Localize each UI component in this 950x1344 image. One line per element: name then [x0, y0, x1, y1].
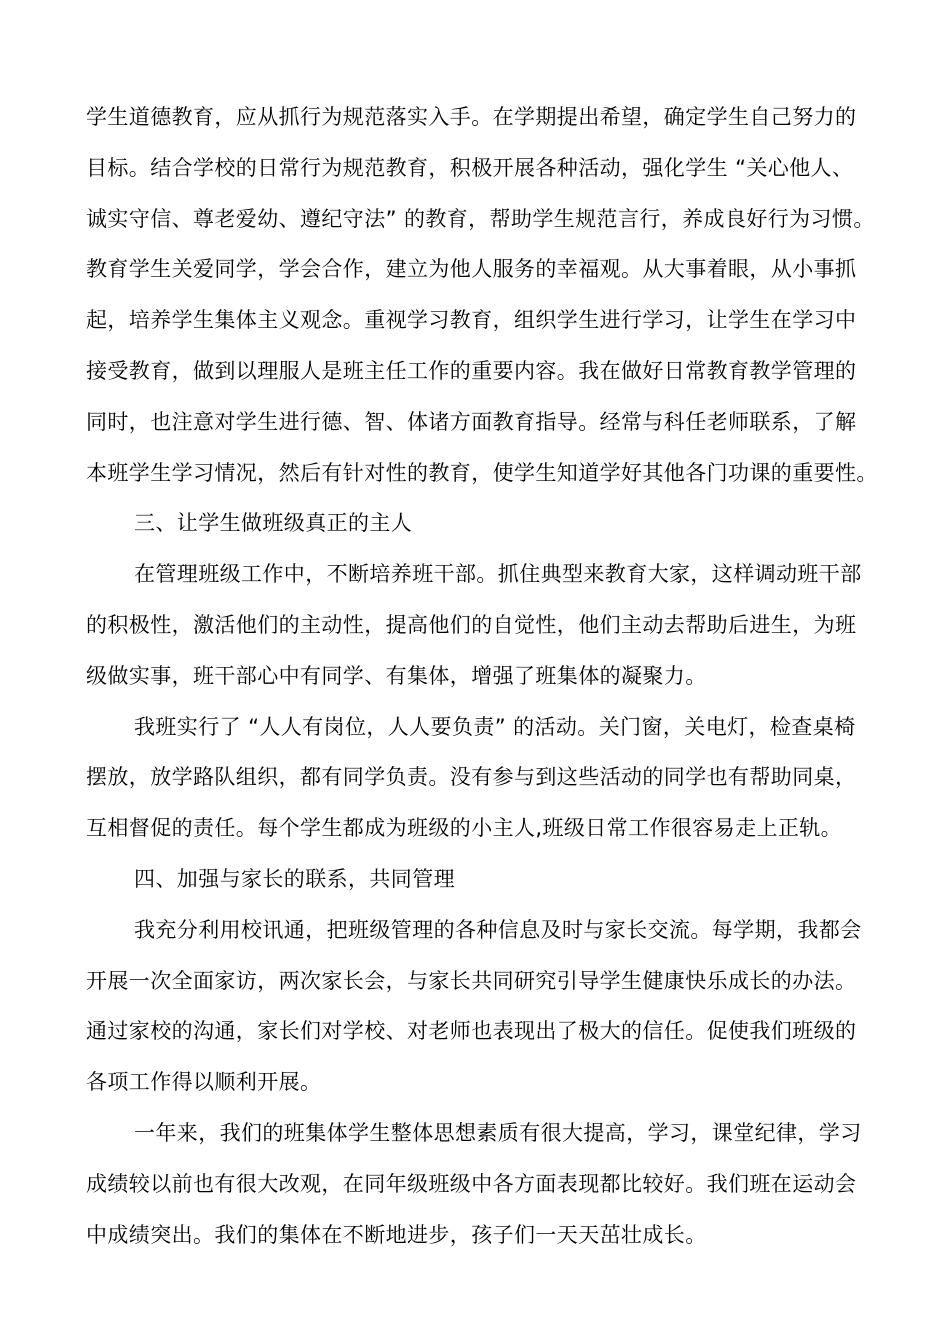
- text-line: 一年来，我们的班集体学生整体思想素质有很大提高，学习，课堂纪律，学习: [134, 1120, 862, 1145]
- section-heading-3: [86, 498, 866, 549]
- text-line: 我班实行了 “人人有岗位，人人要负责” 的活动。关门窗，关电灯，检查桌椅: [134, 714, 856, 739]
- text-line: 目标。结合学校的日常行为规范教育，积极开展各种活动，强化学生 “关心他人、: [86, 155, 854, 180]
- paragraph-parent-contact: [86, 905, 866, 1108]
- text-line: 中成绩突出。我们的集体在不断地进步，孩子们一天天茁壮成长。: [86, 1222, 707, 1247]
- text-line: 我充分利用校讯通，把班级管理的各种信息及时与家长交流。每学期，我都会: [134, 917, 862, 942]
- text-line: 同时，也注意对学生进行德、智、体诸方面教育指导。经常与科任老师联系，了解: [86, 409, 857, 434]
- text-line: 通过家校的沟通，家长们对学校、对老师也表现出了极大的信任。促使我们班级的: [86, 1019, 857, 1044]
- paragraph-summary: [86, 1108, 866, 1260]
- text-line: 摆放，放学路队组织，都有同学负责。没有参与到这些活动的同学也有帮助同桌，: [86, 765, 857, 790]
- text-line: 学生道德教育，应从抓行为规范落实入手。在学期提出希望，确定学生自己努力的: [86, 105, 857, 129]
- heading-text: 三、让学生做班级真正的主人: [134, 511, 413, 536]
- text-line: 本班学生学习情况，然后有针对性的教育，使学生知道学好其他各门功课的重要性。: [86, 460, 878, 485]
- section-heading-4: [86, 854, 866, 905]
- text-line: 起，培养学生集体主义观念。重视学习教育，组织学生进行学习，让学生在学习中: [86, 308, 857, 333]
- paragraph-class-cadres: [86, 549, 866, 701]
- text-line: 的积极性，激活他们的主动性，提高他们的自觉性，他们主动去帮助后进生，为班: [86, 612, 857, 637]
- document-body: [86, 92, 878, 1260]
- text-line: 成绩较以前也有很大改观，在同年级班级中各方面表现都比较好。我们班在运动会: [86, 1171, 857, 1196]
- text-line: 教育学生关爱同学，学会合作，建立为他人服务的幸福观。从大事着眼，从小事抓: [86, 257, 857, 282]
- paragraph-moral-education: [86, 92, 878, 498]
- text-line: 诚实守信、尊老爱幼、遵纪守法” 的教育，帮助学生规范言行，养成良好行为习惯。: [86, 206, 875, 231]
- heading-text: 四、加强与家长的联系，共同管理: [134, 866, 455, 891]
- text-line: 在管理班级工作中，不断培养班干部。抓住典型来教育大家，这样调动班干部: [134, 562, 862, 587]
- text-line: 开展一次全面家访，两次家长会，与家长共同研究引导学生健康快乐成长的办法。: [86, 968, 857, 993]
- paragraph-duty-system: [86, 702, 866, 854]
- text-line: 互相督促的责任。每个学生都成为班级的小主人,班级日常工作很容易走上正轨。: [86, 816, 843, 841]
- text-line: 各项工作得以顺利开展。: [86, 1070, 322, 1095]
- text-line: 级做实事，班干部心中有同学、有集体，增强了班集体的凝聚力。: [86, 663, 707, 688]
- text-line: 接受教育，做到以理服人是班主任工作的重要内容。我在做好日常教育教学管理的: [86, 358, 857, 383]
